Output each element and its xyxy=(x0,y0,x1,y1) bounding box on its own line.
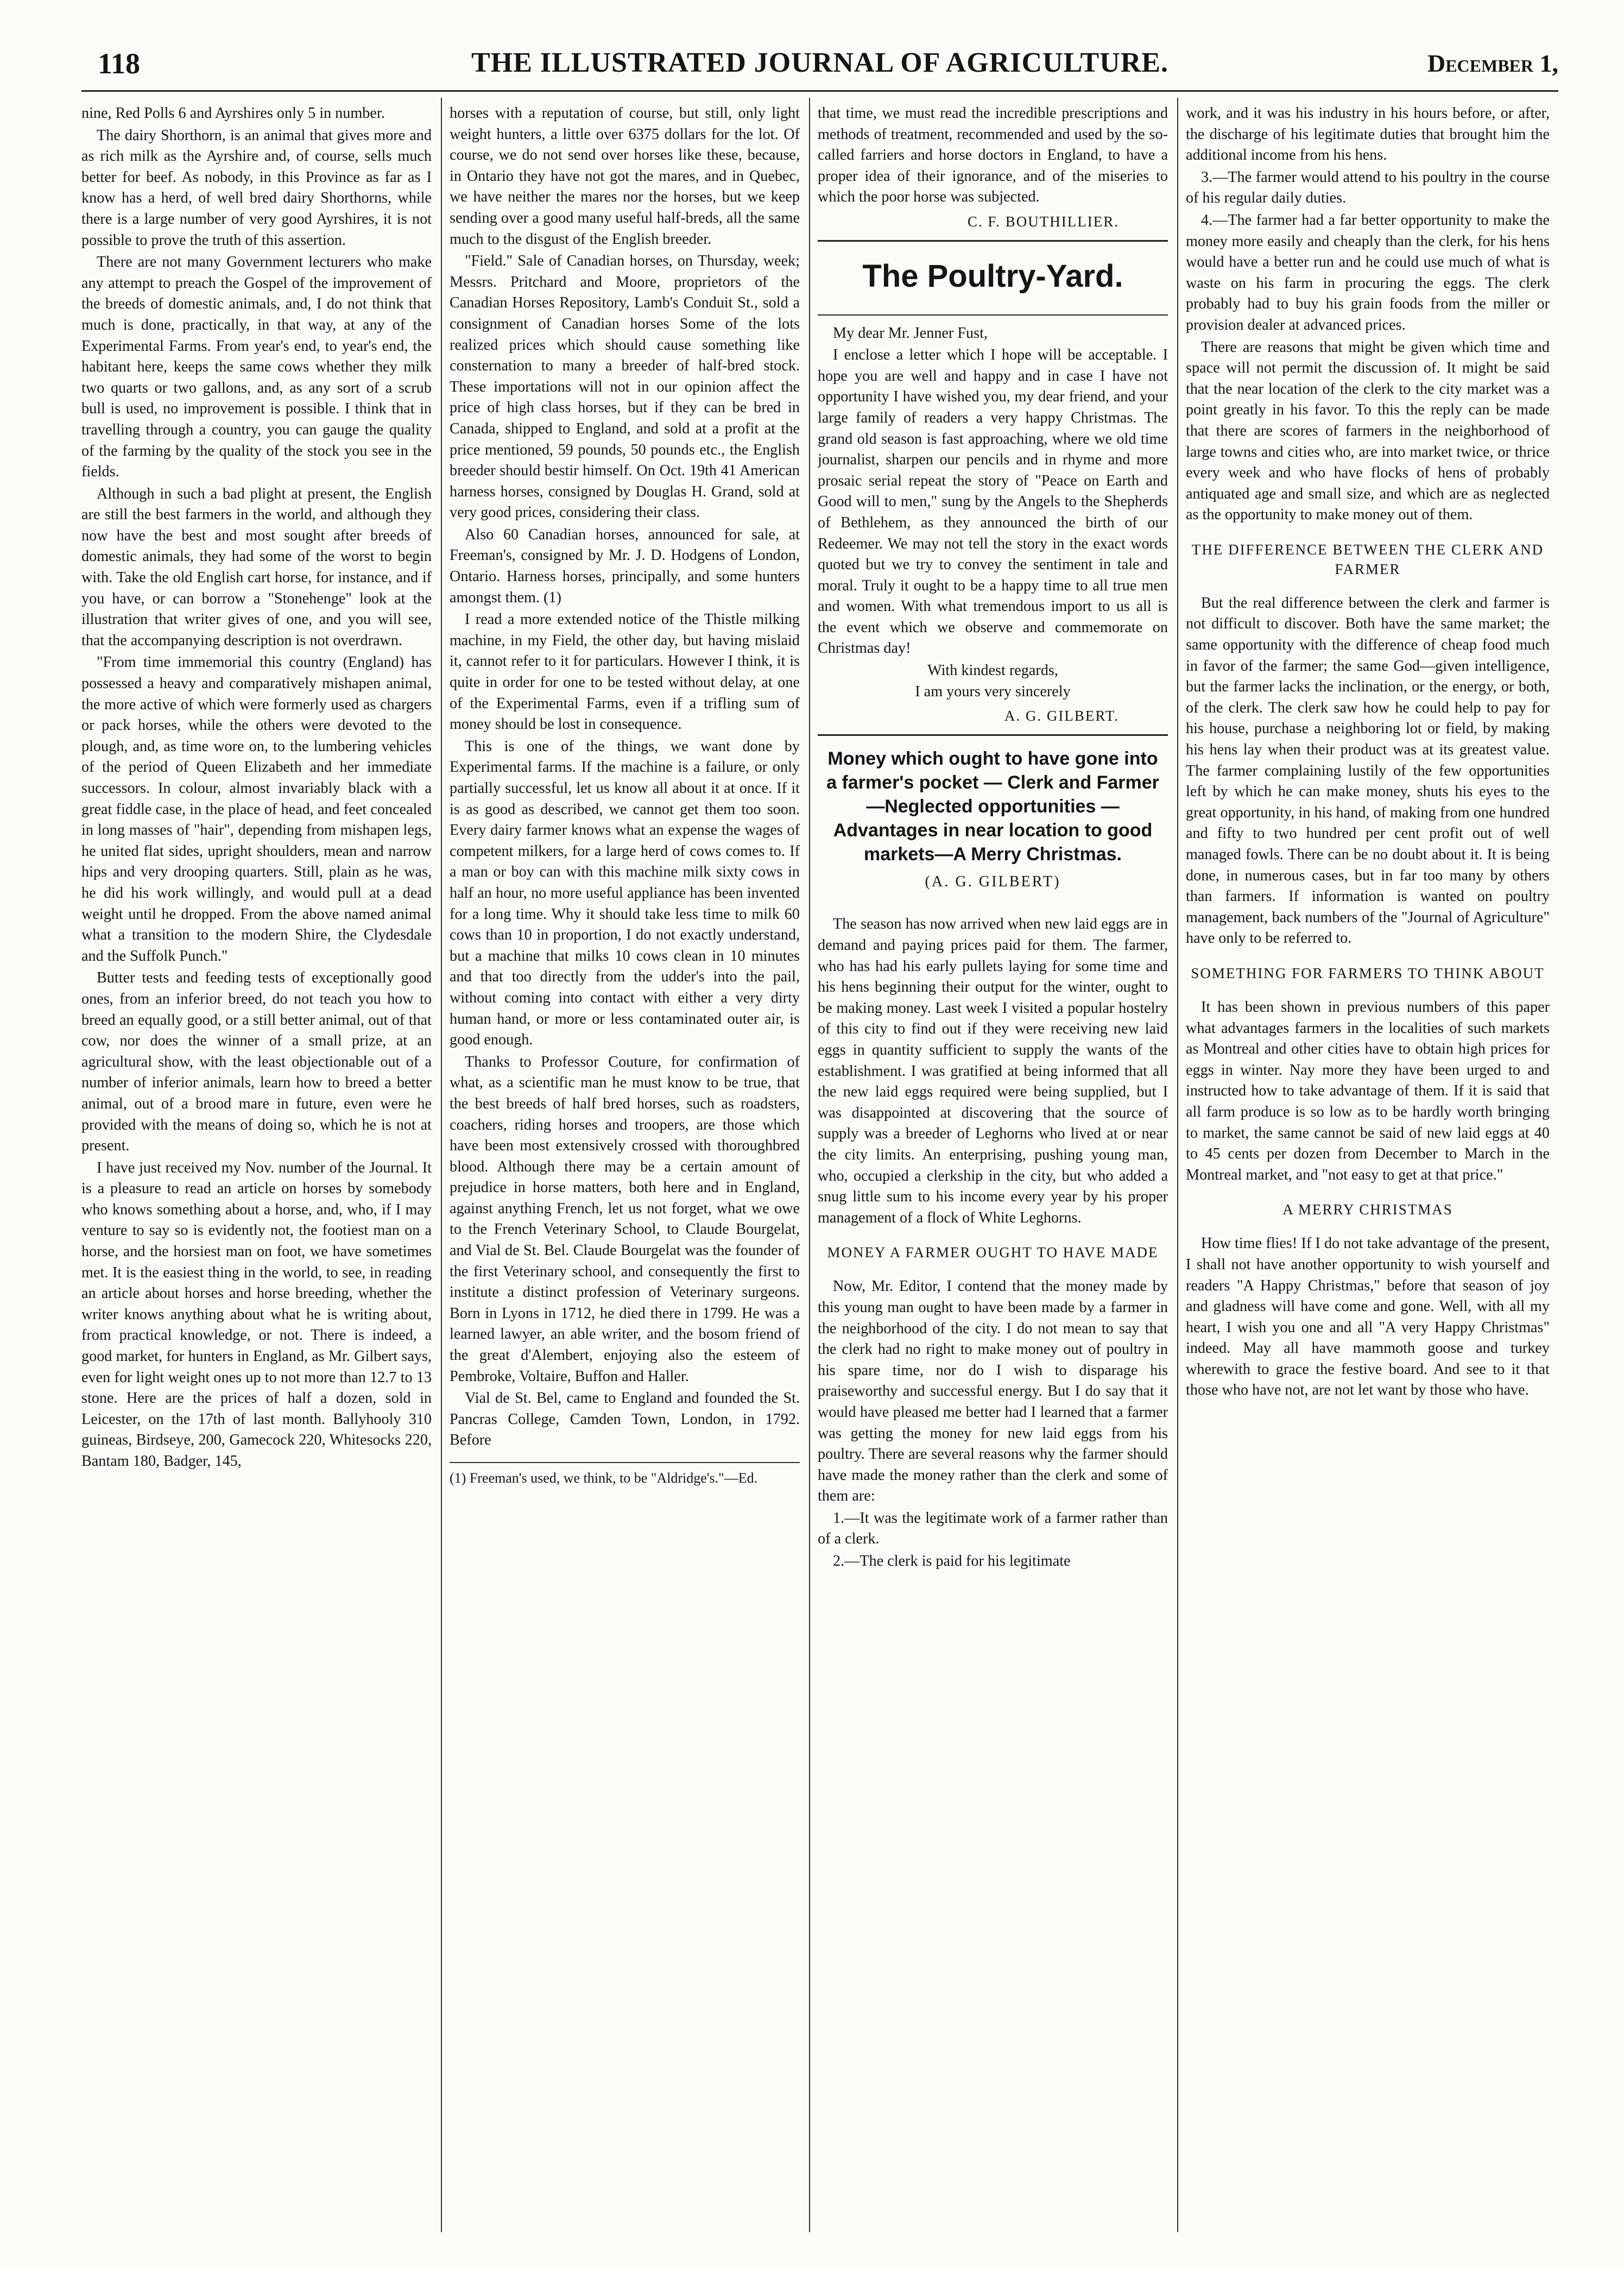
paragraph: I have just received my Nov. number of the Journal. It is a pleasure to read an article on horses by somebody who knows something about a horse, and, who, if I may venture to say so is evidently not, the footiest man on a horse, and the horsiest man on foot, we have sometimes met. It is the easiest thing in the world, to see, in reading an article about horses and horse breeding, whether the writer knows anything about what he is writing about, from practical knowledge, or not. There is indeed, a good market, for hunters in England, as Mr. Gilbert says, even for light weight ones up to not more than 12.7 to 13 stone. Here are the prices of half a dozen, sold in Leicester, on the 17th of last month. Ballyhooly 310 guineas, Birdseye, 200, Gamecock 220, Whitesocks 220, Bantam 180, Badger, 145, xyxy=(81,1159,432,1470)
column-2 xyxy=(450,103,800,2232)
salutation: My dear Mr. Jenner Fust, xyxy=(833,324,988,342)
paragraph: 2.—The clerk is paid for his legitimate xyxy=(833,1553,1071,1570)
paragraph: Butter tests and feeding tests of exceptionally good ones, from an inferior breed, do not teach you how to breed an equally good, or a still better animal, out of that cow, nor does the winner of a small prize, at an agricultural show, with the least objectionable out of a number of inferior animals, learn how to breed a better animal, out of a brood mare in future, even were he provided with the means of doing so, which he is not at present. xyxy=(81,969,432,1155)
column-1 xyxy=(81,103,432,2232)
section-rule xyxy=(818,734,1168,736)
section-rule xyxy=(818,314,1168,316)
paragraph: work, and it was his industry in his hours before, or after, the discharge of his legitimate duties that brought him the additional income from his hens. xyxy=(1186,105,1550,164)
paragraph: Also 60 Canadian horses, announced for sale, at Freeman's, consigned by Mr. J. D. Hodgens of London, Ontario. Harness horses, principally, and some hunters amongst them. (1) xyxy=(450,526,800,606)
column-divider xyxy=(441,98,442,2232)
paragraph: There are not many Government lecturers who make any attempt to preach the Gospel of the improvement of the breeds of domestic animals, and, I do not think that much is done, practically, in that way, at any of the Experimental Farms. From year's end, to year's end, the habitant here, keeps the same cows whether they milk two quarts or two gallons, and, as any sort of a scrub bull is used, no improvement is possible. I think that in travelling through a country, you can gauge the quality of the farming by the quality of the stock you see in the fields. xyxy=(81,254,432,481)
paragraph: The season has now arrived when new laid eggs are in demand and paying prices paid for them. The farmer, who has had his early pullets laying for some time and his hens beginning their output for the winter, ought to be making money. Last week I visited a popular hostelry of this city to find out if they were receiving new laid eggs in quantity sufficient to supply the wants of the establishment. I was gratified at being informed that all the new laid eggs required were being supplied, but I was disappointed at discovering that the source of supply was a breeder of Leghorns who lived at or near the city limits. An enterprising, pushing young man, who, occupied a clerkship in the city, but who added a snug little sum to his income every year by his proper management of a flock of White Leghorns. xyxy=(818,916,1168,1226)
article-headline: Money which ought to have gone into a farmer's pocket — Clerk and Farmer—Neglected opportunities —Advantages in near location to good markets—A Merry Christmas. xyxy=(826,748,1159,865)
column-3 xyxy=(818,103,1168,2232)
column-divider xyxy=(809,98,810,2232)
signature: C. F. BOUTHILLIER. xyxy=(967,213,1119,230)
paragraph: I enclose a letter which I hope will be acceptable. I hope you are well and happy and in case I have not opportunity I have wished you, my dear friend, and your large family of readers a very happy Christmas. The grand old season is fast approaching, where we old time journalist, sharpen our pencils and in rhyme and more prosaic serial repeat the story of "Peace on Earth and Good will to men," sung by the Angels to the Shepherds of Bethlehem, as they announced the birth of our Redeemer. We may not tell the story in the exact words quoted but we try to convey the sentiment in tale and moral. Truly it ought to be a happy time to all true men and women. With what tremendous import to us all is the event which we observe and commemorate on Christmas day! xyxy=(818,346,1168,657)
subheading: MONEY A FARMER OUGHT TO HAVE MADE xyxy=(827,1244,1159,1261)
subheading: THE DIFFERENCE BETWEEN THE CLERK AND FARMER xyxy=(1191,541,1544,577)
paragraph: "Field." Sale of Canadian horses, on Thursday, week; Messrs. Pritchard and Moore, proprietors of the Canadian Horses Repository, Lamb's Conduit St., sold a consignment of Canadian horses Some of the lots realized prices which should cause something like consternation to many a breeder of half-bred stock. These importations will not in our opinion affect the price of high class horses, but if they can be bred in Canada, shipped to England, and sold at a profit at the price mentioned, 59 pounds, 50 pounds etc., the English breeder should bestir himself. On Oct. 19th 41 American harness horses, consigned by Douglas H. Grand, sold at very good prices, considering their class. xyxy=(450,253,800,521)
subheading: SOMETHING FOR FARMERS TO THINK ABOUT xyxy=(1191,965,1545,981)
article-byline: (A. G. GILBERT) xyxy=(925,873,1061,890)
footnote: (1) Freeman's used, we think, to be "Aldridge's."—Ed. xyxy=(450,1462,800,1488)
paragraph: "From time immemorial this country (England) has possessed a heavy and comparatively mishapen animal, the more active of which were formerly used as chargers or pack horses, while the others were devoted to the plough, and, as time wore on, to the lumbering vehicles of the period of Queen Elizabeth and her immediate successors. In colour, almost invariably black with a great fiddle case, in the place of head, and feet concealed in long masses of "hair", depending from mishapen legs, he united flat sides, upright shoulders, mean and narrow hips and very drooping quarters. Still, plain as he was, he did his work willingly, and would pull at a dead weight until he dropped. From the above named animal what a transition to the modern Shire, the Clydesdale and the Suffolk Punch." xyxy=(81,654,432,965)
paragraph: It has been shown in previous numbers of this paper what advantages farmers in the localities of such markets as Montreal and other cities have to obtain high prices for eggs in winter. Nay more they have been urged to and instructed how to take advantage of them. If it is said that all farm produce is so low as to be hardly worth bringing to market, the same cannot be said of new laid eggs at 40 to 45 cents per dozen from December to March in the Montreal market, and "not easy to get at that price." xyxy=(1186,998,1550,1183)
column-4 xyxy=(1186,103,1550,2232)
header-rule xyxy=(81,90,1558,92)
paragraph: Now, Mr. Editor, I contend that the money made by this young man ought to have been made by a farmer in the neighborhood of the city. I do not mean to say that the clerk had no right to make money out of poultry in his spare time, nor do I wish to disparage his praiseworthy and successful energy. But I do say that it would have pleased me better had I learned that a farmer was getting the money for new laid eggs from his poultry. There are several reasons why the farmer should have made the money rather than the clerk and some of them are: xyxy=(818,1278,1168,1505)
column-divider xyxy=(1177,98,1178,2232)
paragraph: Although in such a bad plight at present, the English are still the best farmers in the world, and although they now have the best and most sought after breeds of domestic animals, they had some of the worst to begin with. Take the old English cart horse, for instance, and if you have, or can borrow a "Stonehenge" look at the illustration that writer gives of one, and you will see, that the accompanying description is not overdrawn. xyxy=(81,485,432,649)
paragraph: But the real difference between the clerk and farmer is not difficult to discover. Both have the same market; the same opportunity with the difference of cheap food much in favor of the farmer; the same God—given intelligence, but the farmer lacks the inclination, or the energy, or both, of the clerk. The clerk saw how he could help to pay for his house, purchase a neighboring lot or field, by making his hens lay when their product was at its greatest value. The farmer complaining lustily of the few opportunities left by which he can make money, shuts his eyes to the great opportunity, in his hand, of making from one hundred and fifty to two hundred per cent profit out of well managed fowls. There can be no doubt about it. It is being done, in numerous cases, but in far too many by others than farmers. If information is wanted on poultry management, back numbers of the "Journal of Agriculture" have only to be referred to. xyxy=(1186,594,1550,947)
page-header xyxy=(81,47,1558,85)
signature: A. G. GILBERT. xyxy=(1004,708,1119,724)
paragraph: 4.—The farmer had a far better opportunity to make the money more easily and cheaply than the clerk, for his hens would have a better run and he could use much of what is waste on his farm in procuring the eggs. The clerk probably had to buy his grain foods from the miller or provision dealer at advanced prices. xyxy=(1186,211,1550,333)
paragraph: I read a more extended notice of the Thistle milking machine, in my Field, the other day, but having mislaid it, cannot refer to it for particulars. However I think, it is quite in order for one to be tested without delay, at one of the Experimental Farms, even if a trifling sum of money should be lost in consequence. xyxy=(450,611,800,733)
section-title: The Poultry-Yard. xyxy=(862,258,1123,294)
paragraph: Vial de St. Bel, came to England and founded the St. Pancras College, Camden Town, London, in 1792. Before xyxy=(450,1390,800,1449)
paragraph: How time flies! If I do not take advantage of the present, I shall not have another opportunity to wish yourself and readers "A Happy Christmas," before that season of joy and gladness will have come and gone. Well, with all my heart, I wish you one and all "A very Happy Christmas" indeed. May all have mammoth goose and turkey wherewith to grace the festive board. And see to it that those who have not, are not let want by those who have. xyxy=(1186,1235,1550,1399)
paragraph: This is one of the things, we want done by Experimental farms. If the machine is a failure, or only partially successful, let us know all about it at once. If it is as good as described, we cannot get them too soon. Every dairy farmer knows what an expense the wages of competent milkers, for a large herd of cows comes to. If a man or boy can with this machine milk sixty cows in half an hour, no more useful appliance has been invented for a long time. Why it should take less time to milk 60 cows than 10 in proportion, I do not exactly understand, but a machine that milks 10 cows clean in 10 minutes and that too directly from the udder's into the pail, without coming into contact with either a very dirty human hand, or more or less contaminated outer air, is good enough. xyxy=(450,738,800,1049)
subheading: A MERRY CHRISTMAS xyxy=(1282,1201,1453,1218)
paragraph: There are reasons that might be given which time and space will not permit the discussion of. It might be said that the near location of the clerk to the city market was a point greatly in his favor. To this the reply can be made that there are scores of farmers in the neighborhood of large towns and cities who, are into market twice, or thrice every week and who have flocks of hens of probably antiquated age and small size, and which are as neglected as the opportunity to make money out of them. xyxy=(1186,338,1550,524)
letter-closing: I am yours very sincerely xyxy=(915,683,1071,700)
paragraph: 1.—It was the legitimate work of a farmer rather than of a clerk. xyxy=(818,1509,1168,1548)
issue-date: December 1, xyxy=(1427,49,1558,77)
paragraph: nine, Red Polls 6 and Ayrshires only 5 in number. xyxy=(81,105,385,122)
journal-title: THE ILLUSTRATED JOURNAL OF AGRICULTURE. xyxy=(471,47,1168,78)
paragraph: horses with a reputation of course, but still, only light weight hunters, a little over 6375 dollars for the lot. Of course, we do not send over horses like these, because, in Ontario they have not got the mares, and in Quebec, we have neither the mares nor the horses, but we keep sending over a good many useful half-breds, all the same much to the disgust of the English breeder. xyxy=(450,105,800,248)
page-number: 118 xyxy=(98,47,141,80)
paragraph: that time, we must read the incredible prescriptions and methods of treatment, recommended and used by the so-called farriers and horse doctors in England, to have a proper idea of their ignorance, and of the miseries to which the poor horse was subjected. xyxy=(818,105,1168,206)
paragraph: Thanks to Professor Couture, for confirmation of what, as a scientific man he must know to be true, that the best breeds of half bred horses, such as roadsters, coachers, riding horses and troopers, are those which have been most extensively crossed with thoroughbred blood. Although there may be a certain amount of prejudice in horse matters, both here and in England, against anything French, let us not forget, what we owe to the French Veterinary School, to Claude Bourgelat, and Vial de St. Bel. Claude Bourgelat was the founder of the first Veterinary school, and consequently the first to institute a distinct profession of Veterinary surgeons. Born in Lyons in 1712, he died there in 1799. He was a learned lawyer, an able writer, and the bosom friend of the great d'Alembert, enjoying also the esteem of Pembroke, Voltaire, Buffon and Haller. xyxy=(450,1053,800,1385)
section-rule xyxy=(818,240,1168,242)
paragraph: The dairy Shorthorn, is an animal that gives more and as rich milk as the Ayrshire and, of course, sells much better for beef. As nobody, in this Province as far as I know has a herd, of well bred dairy Shorthorns, while there is a large number of very good Ayrshires, it is not possible to prove the truth of this assertion. xyxy=(81,127,432,249)
letter-closing: With kindest regards, xyxy=(927,662,1058,679)
paragraph: 3.—The farmer would attend to his poultry in the course of his regular daily duties. xyxy=(1186,168,1550,207)
